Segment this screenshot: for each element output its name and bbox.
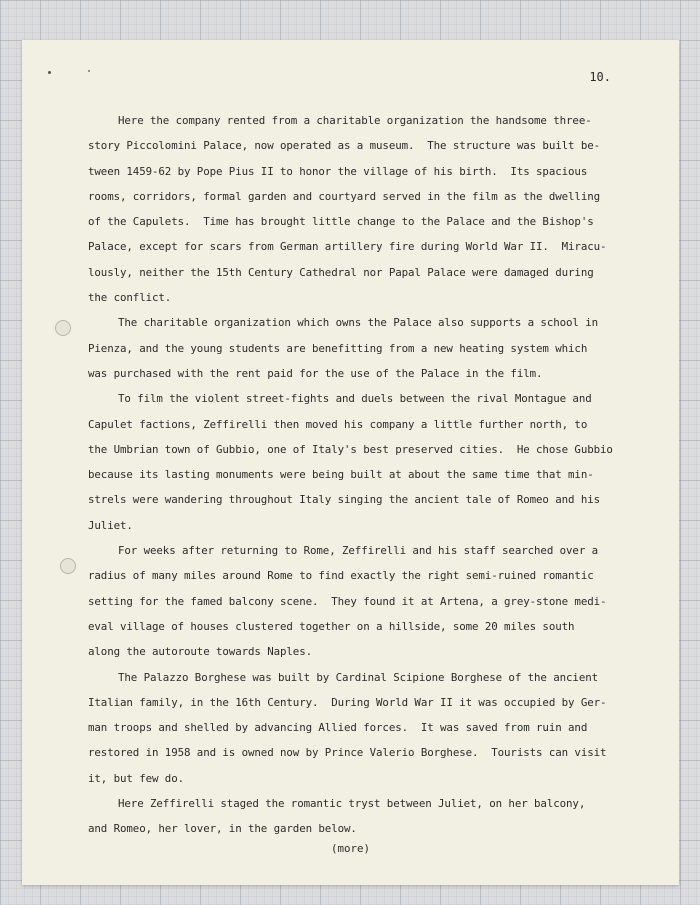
- text-line: Palace, except for scars from German artillery fire during World War II. Miracu-: [88, 240, 607, 254]
- text-line: the conflict.: [88, 291, 172, 305]
- text-line: Pienza, and the young students are benefitting from a new heating system which: [88, 341, 588, 355]
- text-line: Capulet factions, Zeffirelli then moved his company a little further north, to: [88, 417, 588, 431]
- text-line: and Romeo, her lover, in the garden below.: [88, 822, 357, 836]
- text-line: man troops and shelled by advancing Allied forces. It was saved from ruin and: [88, 721, 588, 735]
- text-line: Here the company rented from a charitable organization the handsome three-: [118, 114, 592, 127]
- text-line: the Umbrian town of Gubbio, one of Italy's best preserved cities. He chose Gubbio: [88, 442, 613, 456]
- ink-speck: [88, 70, 90, 72]
- ink-speck: [48, 71, 51, 74]
- text-line: story Piccolomini Palace, now operated as a museum. The structure was built be-: [88, 139, 601, 153]
- text-line: was purchased with the rent paid for the use of the Palace in the film.: [88, 366, 543, 380]
- punch-hole: [55, 320, 71, 336]
- text-line: tween 1459-62 by Pope Pius II to honor the village of his birth. Its spacious: [88, 164, 588, 178]
- text-line: along the autoroute towards Naples.: [88, 645, 313, 659]
- text-line: because its lasting monuments were being built at about the same time that min-: [88, 468, 594, 482]
- text-line: lously, neither the 15th Century Cathedral nor Papal Palace were damaged during: [88, 265, 594, 279]
- text-line: radius of many miles around Rome to find exactly the right semi-ruined romantic: [88, 569, 594, 583]
- text-line: Juliet.: [88, 518, 133, 532]
- text-line: it, but few do.: [88, 771, 185, 785]
- text-line: Here Zeffirelli staged the romantic tryst between Juliet, on her balcony,: [118, 797, 586, 811]
- text-line: The charitable organization which owns the Palace also supports a school in: [118, 316, 599, 330]
- text-line: eval village of houses clustered together on a hillside, some 20 miles south: [88, 619, 575, 633]
- page-number: 10.: [589, 70, 611, 84]
- document-page: [22, 40, 679, 885]
- text-line: restored in 1958 and is owned now by Prince Valerio Borghese. Tourists can visit: [88, 746, 607, 760]
- text-line: For weeks after returning to Rome, Zeffirelli and his staff searched over a: [118, 544, 599, 558]
- text-line: of the Capulets. Time has brought little change to the Palace and the Bishop's: [88, 215, 594, 229]
- text-line: strels were wandering throughout Italy singing the ancient tale of Romeo and his: [88, 493, 601, 507]
- body-text: [88, 108, 628, 842]
- punch-hole: [60, 558, 76, 574]
- text-line: rooms, corridors, formal garden and courtyard served in the film as the dwelling: [88, 189, 601, 203]
- text-line: To film the violent street-fights and duels between the rival Montague and: [118, 392, 592, 406]
- text-line: The Palazzo Borghese was built by Cardinal Scipione Borghese of the ancient: [118, 670, 599, 684]
- text-line: setting for the famed balcony scene. They found it at Artena, a grey-stone medi-: [88, 594, 607, 608]
- continued-marker: (more): [330, 842, 370, 855]
- text-line: Italian family, in the 16th Century. During World War II it was occupied by Ger-: [88, 695, 607, 709]
